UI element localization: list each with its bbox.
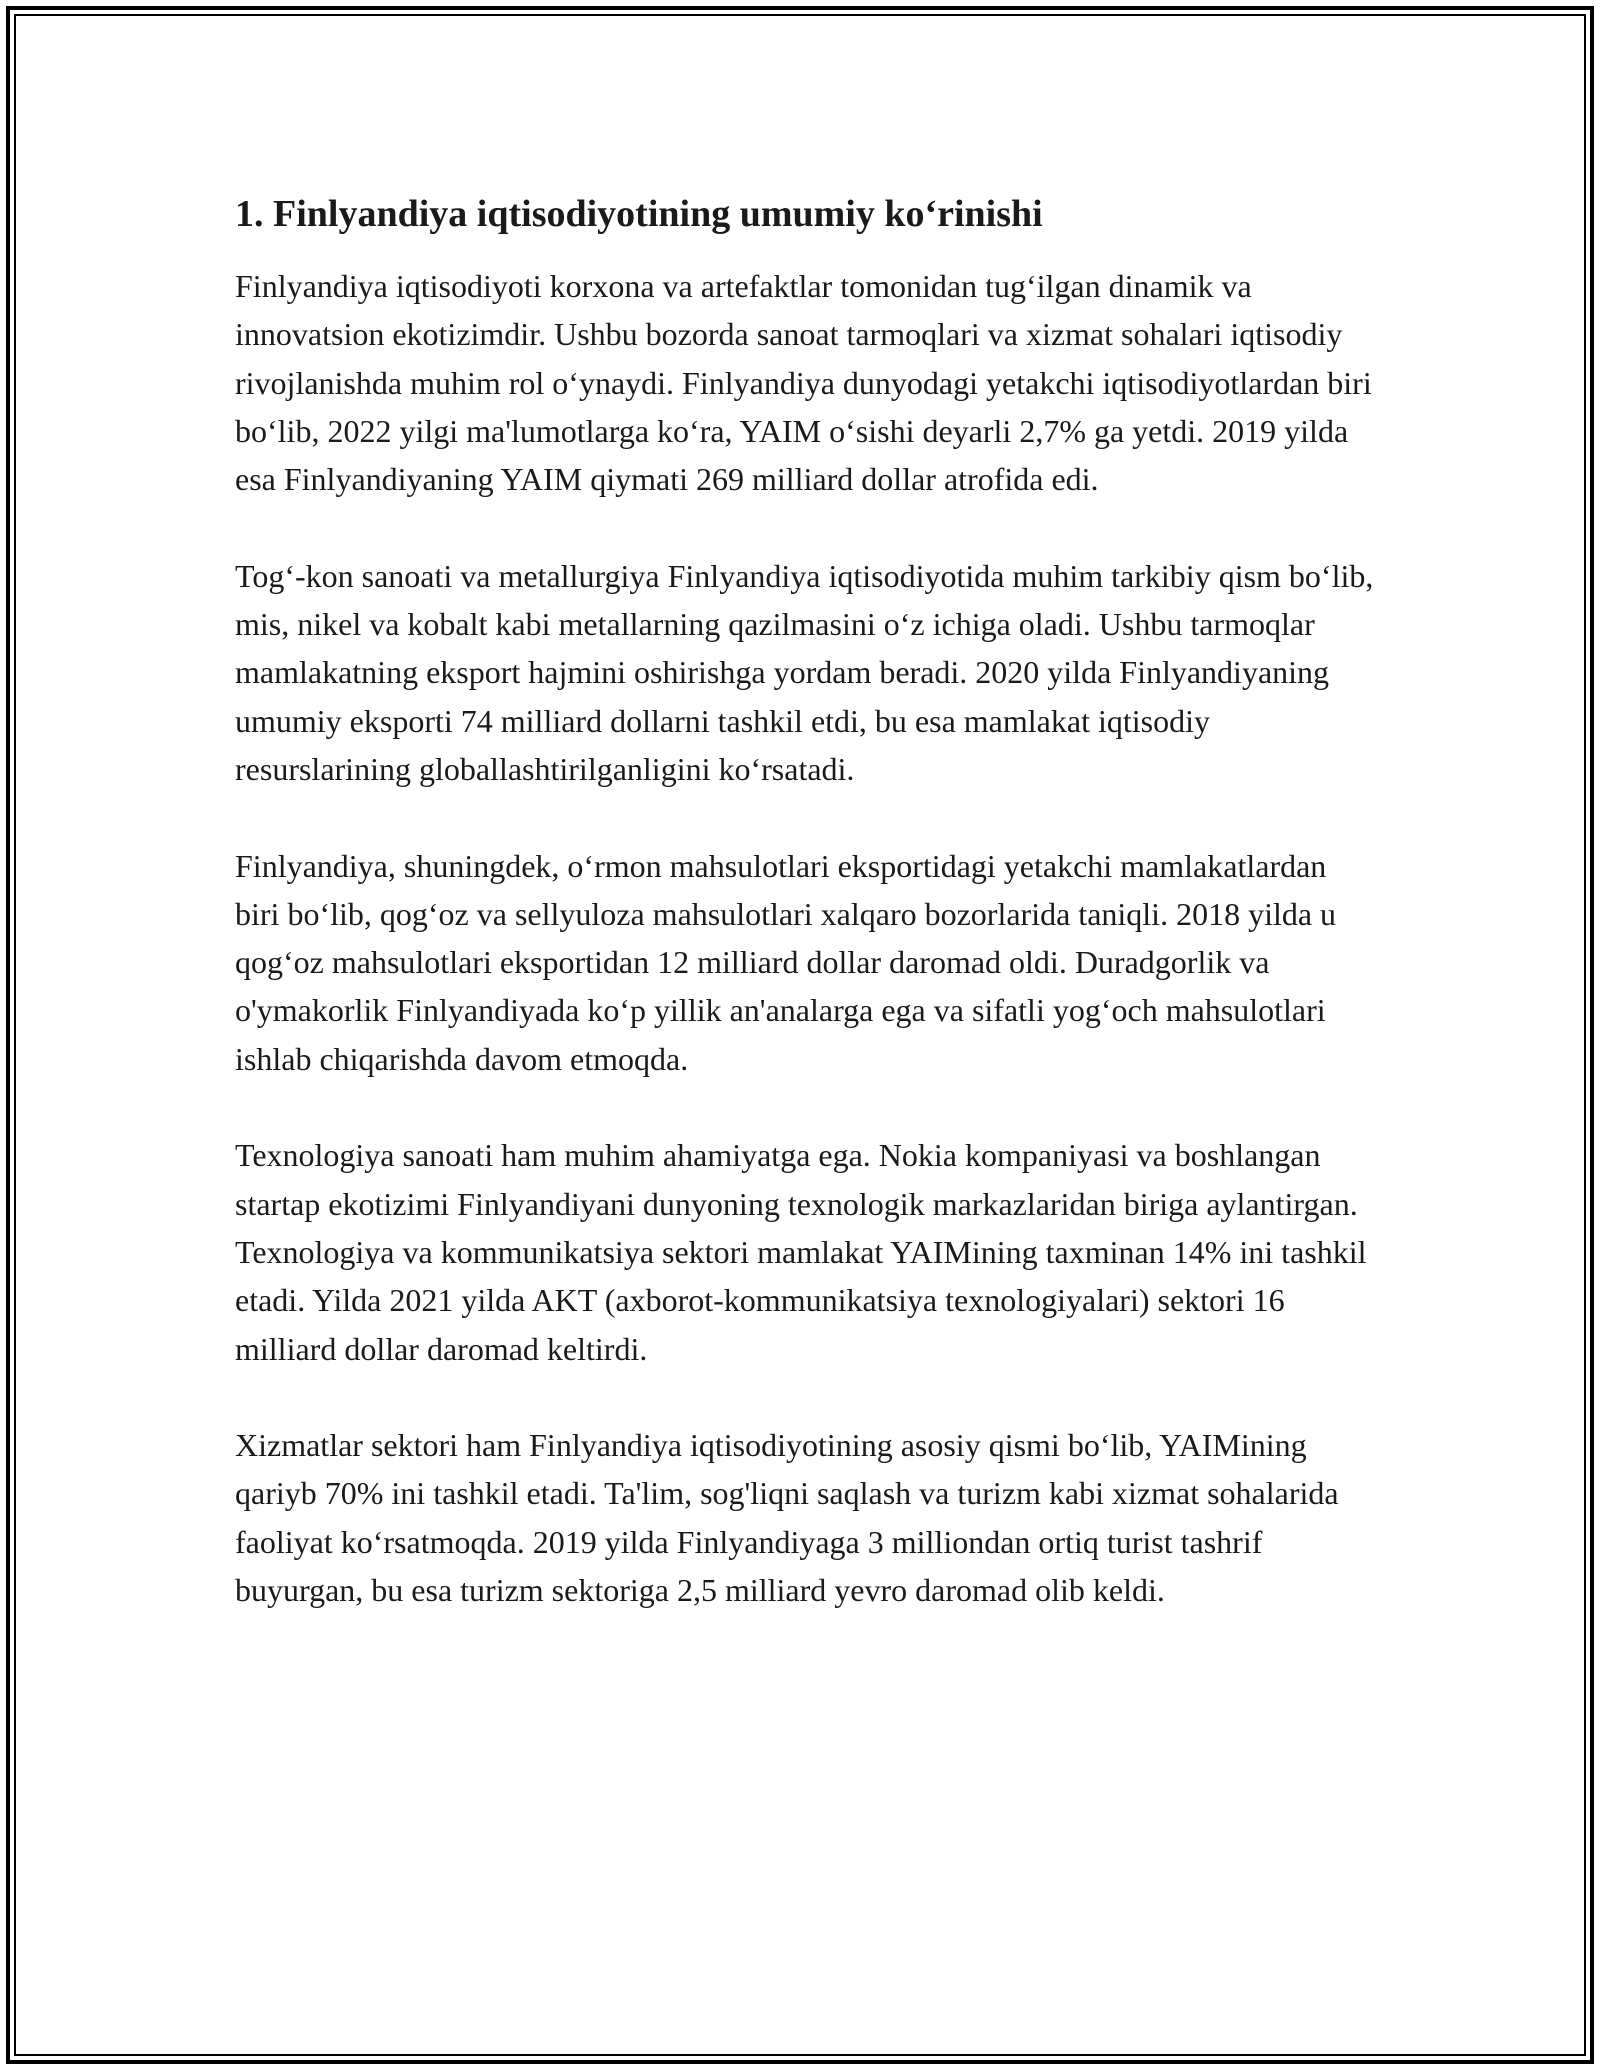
paragraph-technology-industry: Texnologiya sanoati ham muhim ahamiyatga ega. Nokia kompaniyasi va boshlangan startap ekotizimi Finlyandiyani dunyoning texnologik markazlaridan biriga aylantirgan. Texnologiya va kommunikatsiya sektori mamlakat YAIMining taxminan 14% ini tashkil etadi. Yilda 2021 yilda AKT (axborot-kommunikatsiya texnologiyalari) sektori 16 milliard dollar daromad keltirdi. (235, 1137, 1367, 1367)
paragraph-mining-metallurgy: Tog‘-kon sanoati va metallurgiya Finlyandiya iqtisodiyotida muhim tarkibiy qism bo‘lib, mis, nikel va kobalt kabi metallarning qazilmasini o‘z ichiga oladi. Ushbu tarmoqlar mamlakatning eksport hajmini oshirishga yordam beradi. 2020 yilda Finlyandiyaning umumiy eksporti 74 milliard dollarni tashkil etdi, bu esa mamlakat iqtisodiy resurslarining globallashtirilganligini ko‘rsatadi. (235, 557, 1374, 787)
document-body (235, 190, 1375, 1663)
paragraph-economy-overview: Finlyandiya iqtisodiyoti korxona va artefaktlar tomonidan tug‘ilgan dinamik va innovatsion ekotizimdir. Ushbu bozorda sanoat tarmoqlari va xizmat sohalari iqtisodiy rivojlanishda muhim rol o‘ynaydi. Finlyandiya dunyodagi yetakchi iqtisodiyotlardan biri bo‘lib, 2022 yilgi ma'lumotlarga ko‘ra, YAIM o‘sishi deyarli 2,7% ga yetdi. 2019 yilda esa Finlyandiyaning YAIM qiymati 269 milliard dollar atrofida edi. (235, 268, 1372, 498)
paragraph-forest-products: Finlyandiya, shuningdek, o‘rmon mahsulotlari eksportidagi yetakchi mamlakatlardan biri bo‘lib, qog‘oz va sellyuloza mahsulotlari xalqaro bozorlarida taniqli. 2018 yilda u qog‘oz mahsulotlari eksportidan 12 milliard dollar daromad oldi. Duradgorlik va o'ymakorlik Finlyandiyada ko‘p yillik an'analarga ega va sifatli yog‘och mahsulotlari ishlab chiqarishda davom etmoqda. (235, 847, 1337, 1077)
section-heading: 1. Finlyandiya iqtisodiyotining umumiy ko‘rinishi (235, 193, 1043, 235)
paragraph-services-sector: Xizmatlar sektori ham Finlyandiya iqtisodiyotining asosiy qismi bo‘lib, YAIMining qariyb 70% ini tashkil etadi. Ta'lim, sog'liqni saqlash va turizm kabi xizmat sohalarida faoliyat ko‘rsatmoqda. 2019 yilda Finlyandiyaga 3 milliondan ortiq turist tashrif buyurgan, bu esa turizm sektoriga 2,5 milliard yevro daromad olib keldi. (235, 1427, 1339, 1609)
